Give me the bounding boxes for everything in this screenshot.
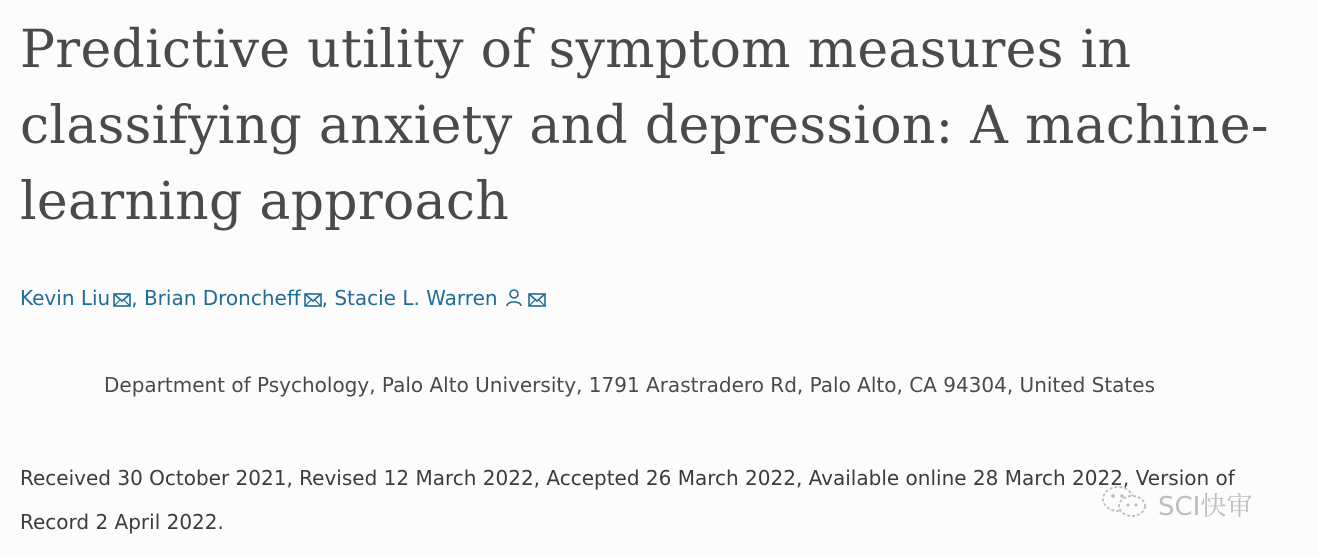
author-list — [20, 283, 546, 313]
author-link-stacie-warren[interactable]: Stacie L. Warren — [334, 286, 498, 310]
envelope-icon[interactable] — [528, 293, 546, 307]
wechat-icon — [1100, 484, 1150, 525]
author-link-brian-droncheff[interactable]: Brian Droncheff — [143, 286, 301, 310]
publication-dates: Received 30 October 2021, Revised 12 March 2022, Accepted 26 March 2022, Available online 28 March 2022, Version of Record 2 April 2022. — [20, 466, 1235, 534]
affiliation: Department of Psychology, Palo Alto University, 1791 Arastradero Rd, Palo Alto, CA 94304, United States — [104, 373, 1155, 397]
author-link-kevin-liu[interactable]: Kevin Liu — [20, 286, 111, 310]
watermark-text: SCI快审 — [1158, 492, 1253, 522]
person-icon[interactable] — [506, 289, 522, 307]
envelope-icon[interactable] — [304, 293, 322, 307]
author-separator: , — [321, 286, 335, 310]
author-separator: , — [131, 286, 144, 310]
envelope-icon[interactable] — [113, 293, 131, 307]
watermark — [1100, 484, 1252, 525]
article-title: Predictive utility of symptom measures in classifying anxiety and depression: A machine-learning approach — [20, 20, 1269, 232]
